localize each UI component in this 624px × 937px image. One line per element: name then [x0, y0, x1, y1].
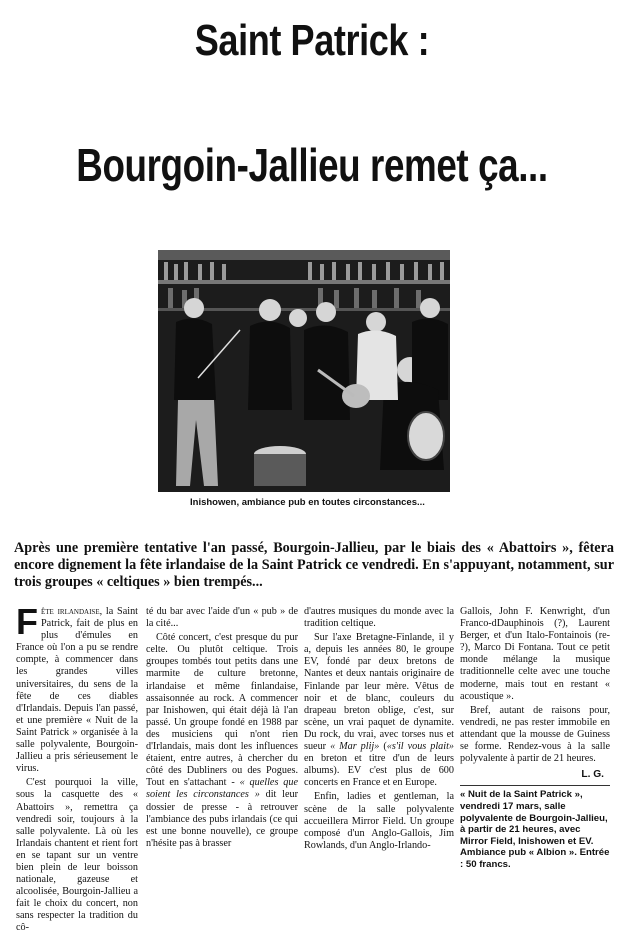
column-4: [460, 606, 610, 870]
col4-paragraph-1: Gallois, John F. Kenwright, d'un Franco-dDauphinois (?), Laurent Berger, et d'un Italo-Fontainois (re- ?), Marco Di Fontana. Tout ce petit monde mélange la musique traditionnelle celte avec une touche moderne, mais tout en restant « acoustique ».: [460, 606, 610, 702]
col2-p2-text: Côté concert, c'est presque du pur celte. Ou plutôt celtique. Trois groupes tombés tout petits dans une marmite de culture bretonne, irlandaise et même finlandaise, assaisonnée au rock. A commencer par Inishowen, qui était déjà là l'an passé. Un groupe fondé en 1988 par des musiciens qui n'ont rien d'Irlandais, mais dont les influences étaient, entre autres, à chercher du côté des Dubliners ou des Pogues. Tout en s'attachant -: [146, 632, 298, 789]
column-3: [304, 606, 454, 854]
col3-p2-text: Sur l'axe Bretagne-Finlande, il y a, depuis les années 80, le groupe EV, fondé par deux bretons de Nantes et deux nantais originaire de Finlande par leur mère. Vêtus de noir et de blanc, couleurs du drapeau breton oblige, c'est, sur scène, un vrai paquet de dynamite. Du rock, du vrai, avec torses nus et sueur: [304, 632, 454, 753]
headline-line-2: Bourgoin-Jallieu remet ça...: [76, 139, 548, 191]
lead-paragraph: Après une première tentative l'an passé, Bourgoin-Jallieu, par le biais des « Abattoirs », fêtera encore dignement la fête irlandaise de la Saint Patrick ce vendredi. En s'appuyant, notamment, sur trois groupes « celtiques » bien trempés...: [14, 540, 614, 590]
col1-paragraph-1: [16, 601, 139, 775]
col1-lead-smallcaps: ête irlandaise: [41, 606, 100, 617]
col3-paragraph-3: Enfin, ladies et gentleman, la scène de la salle polyvalente accueillera Mirror Field. Un groupe composé d'un Anglo-Gallois, Jim Rowlands, d'un Anglo-Irlando-: [304, 791, 454, 851]
col1-paragraph-2: C'est pourquoi la ville, sous la casquette des « Abattoirs », remettra ça vendredi soir, toujours à la salle polyvalente. Là où les Irlandais chantent et rient fort en se tapant sur un ventre bien plein de leur boisson nationale, gazeuse et alcoolisée, Bourgoin-Jallieu a fait le choix du concert, non sans respecter la tradition du cô-: [16, 777, 138, 934]
band-photo: [158, 250, 450, 492]
col3-p2-quote-2: «s'il vous plait»: [386, 741, 455, 753]
column-2: [146, 606, 298, 852]
author-signature: L. G.: [581, 769, 604, 781]
column-1: [16, 601, 139, 937]
photo-caption: Inishowen, ambiance pub en toutes circonstances...: [190, 497, 425, 508]
col3-p2-paren: (: [383, 741, 387, 753]
col3-paragraph-1: d'autres musiques du monde avec la tradition celtique.: [304, 606, 454, 630]
col3-p2-end: en breton et titre d'un de leurs albums). EV c'est plus de 600 concerts en France et en Europe.: [304, 753, 454, 789]
col3-paragraph-2: [304, 632, 454, 789]
drop-cap: F: [16, 601, 38, 642]
col4-paragraph-2: Bref, autant de raisons pour, vendredi, ne pas rester immobile en attendant que la mousse de Guiness se forme. Rendez-vous à la salle polyvalente à partir de 21 heures.: [460, 704, 610, 765]
col2-paragraph-1: té du bar avec l'aide d'un « pub » de la cité...: [146, 606, 298, 630]
col2-p2-quote: « quelles que soient les circonstances »: [146, 777, 298, 801]
band-photo-illustration: [158, 250, 450, 492]
col3-p2-quote-1: « Mar plij»: [330, 741, 380, 753]
event-info-box: « Nuit de la Saint Patrick », vendredi 17 mars, salle polyvalente de Bourgoin-Jallieu, à partir de 21 heures, avec Mirror Field, Inishowen et EV. Ambiance pub « Albion ». Entrée : 50 francs.: [460, 785, 610, 870]
col2-p2-end: dit leur dossier de presse - à retrouver l'ambiance des pubs irlandais (ce qui est une bonne nouvelle), ce groupe n'hésite pas à brasser: [146, 789, 299, 849]
col2-paragraph-2: [146, 632, 298, 850]
headline-line-1: Saint Patrick :: [194, 16, 430, 65]
col1-p1-text: , la Saint Patrick, fait de plus en plus d'émules en France où l'on a pu se rendre compte, à commencer dans les grandes villes universitaires, du sens de la fête de ces diables d'Irlandais. Depuis l'an passé, et une première « Nuit de la Saint Patrick » organisée à la salle polyvalente, Bourgoin-Jallieu a pris sérieusement le virus.: [16, 606, 139, 775]
